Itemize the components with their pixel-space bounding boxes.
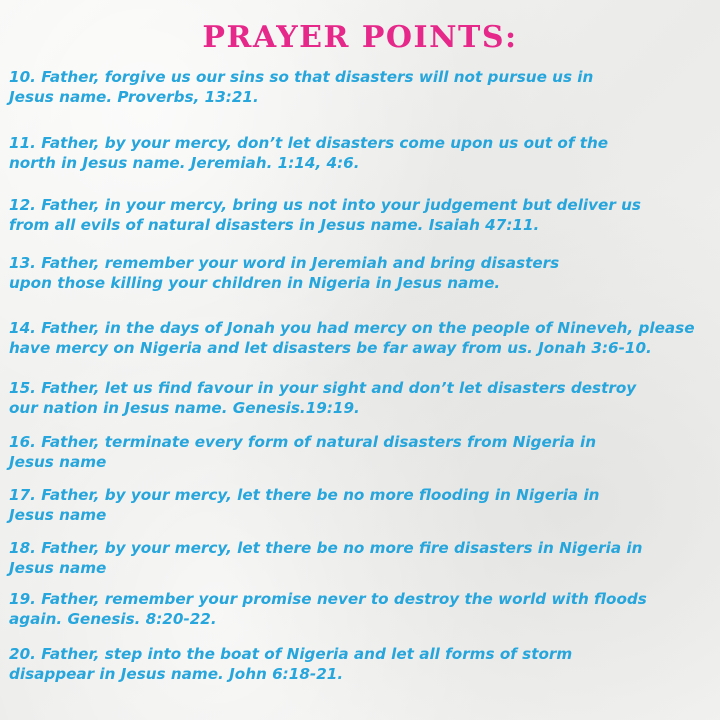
prayer-point-20: 20. Father, step into the boat of Nigeria and let all forms of storm disappear in Jesus name. John 6:18-21. <box>9 645 573 683</box>
prayer-point-15: 15. Father, let us find favour in your sight and don’t let disasters destroy our nation in Jesus name. Genesis.19:19. <box>9 379 637 417</box>
prayer-point-17: 17. Father, by your mercy, let there be no more flooding in Nigeria in Jesus name <box>9 486 600 524</box>
prayer-point-18: 18. Father, by your mercy, let there be no more fire disasters in Nigeria in Jesus name <box>9 539 643 577</box>
prayer-point-16: 16. Father, terminate every form of natural disasters from Nigeria in Jesus name <box>9 433 597 471</box>
page-title: PRAYER POINTS: <box>202 20 518 55</box>
prayer-point-10: 10. Father, forgive us our sins so that disasters will not pursue us in Jesus name. Proverbs, 13:21. <box>9 68 594 106</box>
prayer-point-19: 19. Father, remember your promise never to destroy the world with floods again. Genesis. 8:20-22. <box>9 590 647 628</box>
prayer-point-12: 12. Father, in your mercy, bring us not into your judgement but deliver us from all evils of natural disasters in Jesus name. Isaiah 47:11. <box>9 196 641 234</box>
prayer-point-11: 11. Father, by your mercy, don’t let disasters come upon us out of the north in Jesus name. Jeremiah. 1:14, 4:6. <box>9 134 609 172</box>
prayer-point-14: 14. Father, in the days of Jonah you had mercy on the people of Nineveh, please have mercy on Nigeria and let disasters be far away from us. Jonah 3:6-10. <box>9 319 695 357</box>
prayer-point-13: 13. Father, remember your word in Jeremiah and bring disasters upon those killing your children in Nigeria in Jesus name. <box>9 254 560 292</box>
